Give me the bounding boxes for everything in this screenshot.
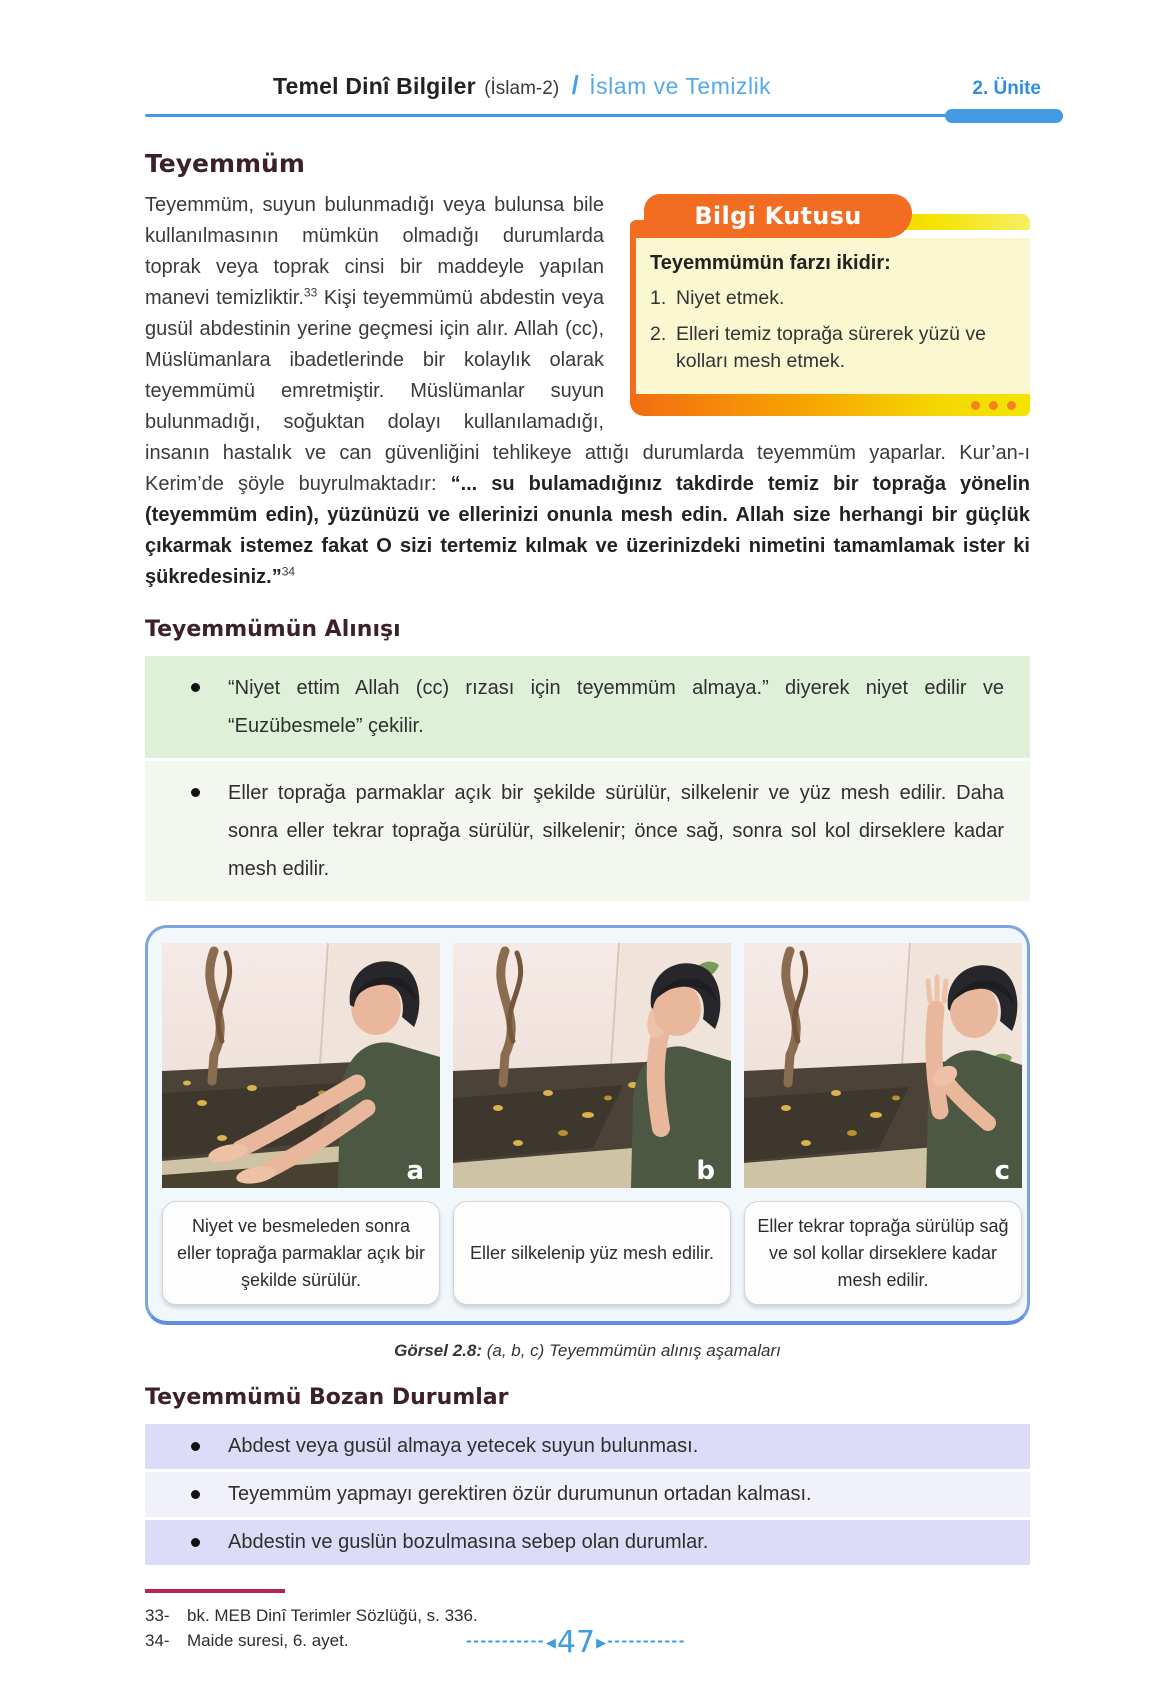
photo-letter-a: a [406, 1156, 424, 1186]
intro-section [145, 190, 1030, 593]
photo-panel [145, 925, 1030, 1325]
photo-column-c [744, 943, 1022, 1305]
paragraph-text: Kişi teyemmümü abdestin veya gusül abdestinin yerine geçmesi için alır. Allah (cc), Müslümanlara ibadetlerinde bir kolaylık olarak teyemmümü emretmiştir. Müslümanlar suyun bulunmadığı, soğuktan dolayı kullanılamadığı, insanın hastalık ve can güvenliğini tehlikeye attığı durumlarda teyemmüm yaparlar. Kur’an-ı Kerim’de şöyle buyrulmaktadır: [145, 287, 1030, 495]
photo-caption-b [453, 1201, 731, 1305]
list-item [145, 1520, 1030, 1565]
page-header [145, 70, 1063, 123]
info-box-list [650, 285, 1014, 375]
dot-icon [989, 401, 998, 410]
footnote-text: Maide suresi, 6. ayet. [187, 1631, 349, 1650]
photo-letter-c: c [994, 1156, 1010, 1186]
right-arrow-icon: ▶ [596, 1634, 607, 1650]
info-box-subheading: Teyemmümün farzı ikidir: [650, 252, 891, 274]
section-heading-bozan: Teyemmümü Bozan Durumlar [145, 1385, 509, 1410]
tayammum-photo-b-illustration [453, 943, 731, 1188]
header-rule-line [145, 114, 1063, 117]
footer-dashes-right: ----------- [607, 1630, 686, 1650]
photo-column-a [162, 943, 440, 1305]
list-item [145, 1424, 1030, 1469]
tayammum-photo-a-illustration [162, 943, 440, 1188]
bullet-icon [191, 1490, 200, 1499]
section-heading-alinisi: Teyemmümün Alınışı [145, 617, 401, 642]
tayammum-photo-c-illustration [744, 943, 1022, 1188]
photo-c [744, 943, 1022, 1188]
photo-letter-b: b [696, 1156, 715, 1186]
footnote-number: 34- [145, 1631, 170, 1650]
photo-column-b [453, 943, 731, 1305]
section-heading-teyemmum: Teyemmüm [145, 149, 305, 178]
photo-caption-c [744, 1201, 1022, 1305]
step-text: “Niyet ettim Allah (cc) rızası için teyemmüm almaya.” diyerek niyet edilir ve “Euzübesmele” çekilir. [228, 677, 1004, 737]
info-box-title: Bilgi Kutusu [694, 202, 862, 230]
bullet-icon [191, 1442, 200, 1451]
unit-badge: 2. Ünite [972, 78, 1041, 99]
footnote-rule [145, 1589, 285, 1593]
item-number: 2. [650, 323, 667, 345]
info-box-footer-bar [630, 394, 1030, 416]
photo-caption-a [162, 1201, 440, 1305]
info-box-item [650, 321, 1014, 375]
caption-text: Niyet ve besmeleden sonra eller toprağa parmaklar açık bir şekilde sürülür. [176, 1215, 426, 1290]
figure-caption [145, 1341, 1030, 1361]
caption-text: Eller silkelenip yüz mesh edilir. [469, 1242, 715, 1263]
bozan-list [145, 1424, 1030, 1565]
dot-icon [1007, 401, 1016, 410]
step-item [145, 656, 1030, 758]
footnote-text: bk. MEB Dinî Terimler Sözlüğü, s. 336. [187, 1606, 478, 1625]
item-number: 1. [650, 287, 667, 309]
caption-text: Eller tekrar toprağa sürülüp sağ ve sol kollar dirseklere kadar mesh edilir. [757, 1215, 1009, 1290]
header-rule [145, 109, 1063, 123]
info-box-item [650, 285, 1014, 312]
bullet-icon [191, 1538, 200, 1547]
bullet-icon [191, 788, 200, 797]
book-title: Temel Dinî Bilgiler [273, 73, 476, 99]
chapter-title: İslam ve Temizlik [589, 73, 772, 99]
list-item-text: Teyemmüm yapmayı gerektiren özür durumunun ortadan kalması. [228, 1483, 812, 1505]
list-item [145, 1472, 1030, 1517]
figure-caption-text: (a, b, c) Teyemmümün alınış aşamaları [486, 1341, 781, 1360]
quran-quote: “... su bulamadığınız takdirde temiz bir toprağa yönelin (teyemmüm edin), yüzünüzü ve ellerinizi onunla mesh edin. Allah size herhangi bir güçlük çıkarmak istemez fakat O sizi tertemiz kılmak ve üzerinizdeki nimetini tamamlamak ister ki şükredesiniz.” [145, 473, 1031, 588]
list-item-text: Abdest veya gusül almaya yetecek suyun bulunması. [228, 1435, 699, 1457]
textbook-page [0, 70, 1152, 1694]
info-box-body [630, 238, 1030, 394]
info-box [630, 194, 1030, 416]
figure-caption-label: Görsel 2.8: [394, 1341, 482, 1360]
item-text: Elleri temiz toprağa sürerek yüzü ve kolları mesh etmek. [676, 323, 986, 372]
info-box-tab [644, 194, 912, 238]
photo-a [162, 943, 440, 1188]
page-number: 47 [556, 1625, 596, 1660]
list-item-text: Abdestin ve guslün bozulmasına sebep olan durumlar. [228, 1531, 709, 1553]
header-rule-pill [945, 109, 1063, 123]
title-separator: / [571, 70, 579, 100]
info-box-header [630, 194, 1030, 238]
footer-dashes-left: ----------- [466, 1630, 545, 1650]
footnote-reference: 33 [303, 285, 318, 300]
step-text: Eller toprağa parmaklar açık bir şekilde sürülür, silkelenir ve yüz mesh edilir. Daha sonra eller tekrar toprağa sürülür, silkelenir; önce sağ, sonra sol kol dirseklere kadar mesh edilir. [228, 782, 1004, 880]
item-text: Niyet etmek. [676, 287, 785, 309]
page-footer [0, 1625, 1152, 1660]
paragraph-text: Teyemmüm, suyun bulunmadığı veya bulunsa bile kullanılmasının mümkün olmadığı durumlarda toprak veya toprak cinsi bir maddeyle yapılan manevi temizliktir. [145, 194, 604, 309]
footnote-reference: 34 [281, 564, 296, 579]
photo-b [453, 943, 731, 1188]
dot-icon [971, 401, 980, 410]
bullet-icon [191, 683, 200, 692]
step-item [145, 761, 1030, 901]
left-arrow-icon: ◀ [545, 1634, 556, 1650]
footnote-number: 33- [145, 1606, 170, 1625]
page-content [145, 149, 1030, 1653]
running-title [273, 70, 771, 101]
book-subtitle: (İslam-2) [484, 78, 560, 99]
